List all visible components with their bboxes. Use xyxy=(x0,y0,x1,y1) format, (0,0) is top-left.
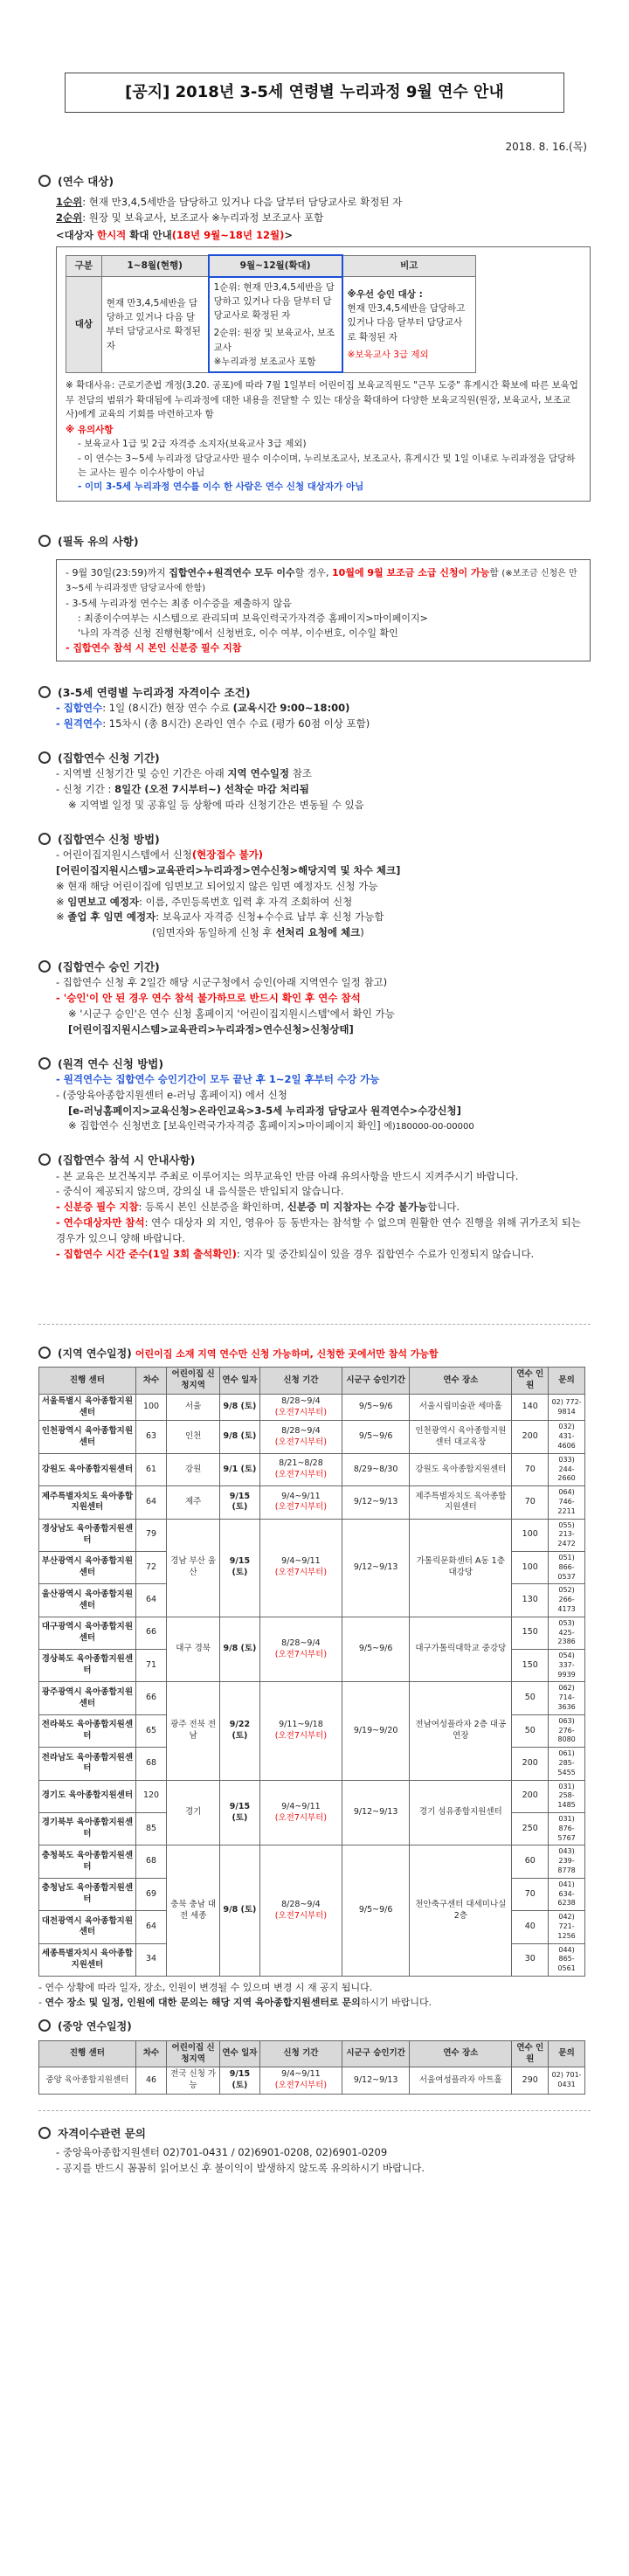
circle-bullet-icon xyxy=(38,833,51,845)
apply-period-cell xyxy=(259,1780,342,1845)
apply-period-cell xyxy=(259,1421,342,1453)
venue: 천안축구센터 대세미나실 2층 xyxy=(410,1845,512,1977)
circle-bullet-icon xyxy=(38,686,51,698)
contact-phone: 041) 634-6238 xyxy=(549,1878,585,1910)
session-number: 85 xyxy=(135,1813,167,1845)
center-name: 부산광역시 육아종합지원센터 xyxy=(39,1551,136,1583)
section-central-schedule: (중앙 연수일정) 진행 센터 차수 어린이집 신청지역 연수 일자 신청 기간 시군구 승인기간 연수 장소 연수 인원 문의 중앙 육아종합지원센터 46 전국 신청 가능 9/15 (토) 9/4~9/11 (오전7시부터) 9/12~9/13 서울여성플라자 아트홀 290 02) 701-0431 xyxy=(38,2019,591,2095)
approval-period: 8/29~8/30 xyxy=(342,1453,409,1485)
center-name: 경기북부 육아종합지원센터 xyxy=(39,1813,136,1845)
apply-note: (오전7시부터) xyxy=(274,1568,328,1578)
capacity: 200 xyxy=(512,1748,549,1780)
session-number: 66 xyxy=(135,1682,167,1714)
capacity: 70 xyxy=(512,1486,549,1519)
section-target xyxy=(38,173,591,502)
session-number: 64 xyxy=(135,1486,167,1519)
date-cell: 9/15 (토) xyxy=(219,2067,259,2095)
table-row xyxy=(39,1519,585,1551)
priority-1: 1순위: 현재 만3,4,5세반을 담당하고 있거나 다음 달부터 담당교사로 확정된 자 xyxy=(56,195,403,208)
circle-bullet-icon xyxy=(38,1347,51,1359)
contact-phone: 033) 244-2660 xyxy=(549,1453,585,1485)
contact-phone: 055) 213-2472 xyxy=(549,1519,585,1551)
region-cell: 서울 xyxy=(167,1394,220,1421)
apply-note: (오전7시부터) xyxy=(274,1731,328,1742)
capacity: 150 xyxy=(512,1617,549,1649)
apply-period: 9/4~9/11 xyxy=(281,2069,321,2080)
capacity: 50 xyxy=(512,1682,549,1714)
session-number: 68 xyxy=(135,1748,167,1780)
center-name: 제주특별자치도 육아종합지원센터 xyxy=(39,1486,136,1519)
date-cell: 9/8 (토) xyxy=(219,1421,259,1453)
table-row xyxy=(39,1486,585,1519)
table-row xyxy=(39,2067,585,2095)
session-number: 64 xyxy=(135,1911,167,1943)
capacity: 290 xyxy=(512,2067,549,2095)
circle-bullet-icon xyxy=(38,751,51,764)
session-number: 100 xyxy=(135,1394,167,1421)
apply-period: 9/4~9/11 xyxy=(281,1801,321,1811)
session-number: 66 xyxy=(135,1617,167,1649)
session-number: 61 xyxy=(135,1453,167,1485)
apply-period: 9/4~9/11 xyxy=(281,1491,321,1501)
regional-schedule-table xyxy=(38,1367,585,1977)
contact-phone: 051) 866-0537 xyxy=(549,1551,585,1583)
contact-phone: 054) 337-9939 xyxy=(549,1650,585,1682)
apply-period-cell xyxy=(259,1682,342,1780)
apply-period-cell xyxy=(259,1617,342,1682)
circle-bullet-icon xyxy=(38,535,51,547)
page-title: [공지] 2018년 3-5세 연령별 누리과정 9월 연수 안내 xyxy=(65,73,564,113)
column-header: 문의 xyxy=(549,2040,585,2067)
approval-period: 9/5~9/6 xyxy=(342,1394,409,1421)
column-header: 연수 일자 xyxy=(219,2040,259,2067)
apply-note: (오전7시부터) xyxy=(274,1812,328,1823)
contact-phone: 043) 239-8778 xyxy=(549,1845,585,1878)
center-name: 경상남도 육아종합지원센터 xyxy=(39,1519,136,1551)
circle-bullet-icon xyxy=(38,1153,51,1166)
apply-period: 8/28~9/4 xyxy=(281,1395,321,1406)
center-name: 대전광역시 육아종합지원센터 xyxy=(39,1911,136,1943)
section-online: (원격 연수 신청 방법) - 원격연수는 집합연수 승인기간이 모두 끝난 후 1~2일 후부터 수강 가능 - (중앙육아종합지원센터 e-러닝 홈페이지) 에서 신청 [e-러닝홈페이지>교육신청>온라인교육>3-5세 누리과정 담당교사 원격연수>수강신청] ※ 집합연수 신청번호 [보육인력국가자격증 홈페이지>마이페이지 확인] 예)180000-00-00000 xyxy=(38,1056,591,1135)
column-header: 어린이집 신청지역 xyxy=(167,2040,220,2067)
capacity: 130 xyxy=(512,1584,549,1617)
apply-period-cell xyxy=(259,1845,342,1977)
apply-period-cell xyxy=(259,1394,342,1421)
column-header: 연수 인원 xyxy=(512,1368,549,1395)
contact-phone: 042) 721-1256 xyxy=(549,1911,585,1943)
venue: 제주특별자치도 육아종합지원센터 xyxy=(410,1486,512,1519)
session-number: 64 xyxy=(135,1584,167,1617)
session-number: 79 xyxy=(135,1519,167,1551)
region-cell: 강원 xyxy=(167,1453,220,1485)
expand-reason: ※ 확대사유: 근로기준법 개정(3.20. 공포)에 따라 7월 1일부터 어린이집 보육교직원도 "근무 도중" 휴게시간 확보에 따른 보육업무 전담의 범위가 확대됨에 누리과정에 대한 내용을 전달할 수 있는 대상을 확대하여 다양한 보육교직원(원장, 보육교사, 보조교사)에게 교육의 기회를 마련하고자 함 xyxy=(66,380,578,419)
apply-note: (오전7시부터) xyxy=(274,1437,328,1447)
venue: 가톨릭문화센터 A동 1층 대강당 xyxy=(410,1519,512,1617)
session-number: 120 xyxy=(135,1780,167,1812)
apply-period-cell xyxy=(259,1519,342,1617)
apply-period-cell xyxy=(259,1486,342,1519)
column-header: 진행 센터 xyxy=(39,2040,136,2067)
section-conditions: (3-5세 연령별 누리과정 자격이수 조건) - 집합연수: 1일 (8시간) 현장 연수 수료 (교육시간 9:00~18:00) - 원격연수: 15차시 (총 8시간) 온라인 연수 수료 (평가 60점 이상 포함) xyxy=(38,684,591,732)
approval-period: 9/5~9/6 xyxy=(342,1617,409,1682)
contact-phone: 02) 701-0431 xyxy=(549,2067,585,2095)
column-header: 연수 인원 xyxy=(512,2040,549,2067)
venue: 서울시립미술관 세마홀 xyxy=(410,1394,512,1421)
capacity: 70 xyxy=(512,1453,549,1485)
column-header: 연수 장소 xyxy=(410,2040,512,2067)
session-number: 71 xyxy=(135,1650,167,1682)
apply-period: 8/28~9/4 xyxy=(281,1899,321,1909)
venue: 강원도 육아종합지원센터 xyxy=(410,1453,512,1485)
target-table: 구분 1~8월(현행) 9월~12월(확대) 비고 대상 현재 만3,4,5세반을 담당하고 있거나 다음 달부터 담당교사로 확정된 자 1순위: 현재 만3,4,5세반을 담당하고 있거나 다음 달부터 담당교사로 확정된 자 2순위: 원장 및 보육교사, 보조교사 ※누리과정 보조교사 포함 ※우선 승인 대상 : 현재 만3,4,5세반을 담당하고 있거나 다음 달부터 담당교사로 확정된 자 ※보육교사 3급 제외 xyxy=(66,254,476,373)
column-header: 문의 xyxy=(549,1368,585,1395)
region-cell: 광주 전북 전남 xyxy=(167,1682,220,1780)
apply-period: 9/4~9/11 xyxy=(281,1556,321,1567)
apply-note: (오전7시부터) xyxy=(274,1910,328,1921)
contact-phone: 062) 714-3636 xyxy=(549,1682,585,1714)
apply-period: 8/28~9/4 xyxy=(281,1425,321,1436)
session-number: 46 xyxy=(135,2067,167,2095)
priority-2: 2순위: 원장 및 보육교사, 보조교사 ※누리과정 보조교사 포함 xyxy=(56,211,324,224)
date-cell: 9/15 (토) xyxy=(219,1486,259,1519)
circle-bullet-icon xyxy=(38,175,51,187)
venue: 전남여성플라자 2층 대공연장 xyxy=(410,1682,512,1780)
column-header: 차수 xyxy=(135,2040,167,2067)
capacity: 50 xyxy=(512,1714,549,1747)
circle-bullet-icon xyxy=(38,2019,51,2032)
approval-period: 9/5~9/6 xyxy=(342,1845,409,1977)
approval-period: 9/12~9/13 xyxy=(342,1486,409,1519)
approval-period: 9/12~9/13 xyxy=(342,1519,409,1617)
session-number: 72 xyxy=(135,1551,167,1583)
column-header: 연수 일자 xyxy=(219,1368,259,1395)
circle-bullet-icon xyxy=(38,2127,51,2139)
section-attendance: (집합연수 참석 시 안내사항) - 본 교육은 보건복지부 주최로 이루어지는 의무교육인 만큼 아래 유의사항을 반드시 지켜주시기 바랍니다. - 중식이 제공되지 않으며, 강의실 내 음식물은 반입되지 않습니다. - 신분증 필수 지참: 등록시 본인 신분증을 확인하며, 신분증 미 지참자는 수강 불가능합니다. - 연수대상자만 참석: 연수 대상자 외 지인, 영유아 등 동반자는 참석할 수 없으며 원활한 연수 진행을 위해 귀가조치 되는 경우가 있으니 양해 바랍니다. - 집합연수 시간 준수(1일 3회 출석확인): 지각 및 중간퇴실이 있을 경우 집합연수 수료가 인정되지 않습니다. xyxy=(38,1152,591,1262)
region-cell: 전국 신청 가능 xyxy=(167,2067,220,2095)
column-header: 진행 센터 xyxy=(39,1368,136,1395)
capacity: 200 xyxy=(512,1780,549,1812)
apply-note: (오전7시부터) xyxy=(274,1407,328,1417)
session-number: 68 xyxy=(135,1845,167,1878)
center-name: 전라남도 육아종합지원센터 xyxy=(39,1748,136,1780)
contact-phone: 031) 876-5767 xyxy=(549,1813,585,1845)
center-name: 서울특별시 육아종합지원센터 xyxy=(39,1394,136,1421)
region-cell: 경기 xyxy=(167,1780,220,1845)
table-row xyxy=(39,1682,585,1714)
column-header: 연수 장소 xyxy=(410,1368,512,1395)
table-row xyxy=(39,1845,585,1878)
region-cell: 인천 xyxy=(167,1421,220,1453)
center-name: 강원도 육아종합지원센터 xyxy=(39,1453,136,1485)
date-cell: 9/1 (토) xyxy=(219,1453,259,1485)
approval-period: 9/12~9/13 xyxy=(342,2067,409,2095)
session-number: 69 xyxy=(135,1878,167,1910)
circle-bullet-icon xyxy=(38,1057,51,1070)
contact-phone: 031) 258-1485 xyxy=(549,1780,585,1812)
table-row xyxy=(39,1780,585,1812)
notice-date: 2018. 8. 16.(목) xyxy=(505,141,587,153)
table-row xyxy=(39,1617,585,1649)
date-cell: 9/8 (토) xyxy=(219,1845,259,1977)
contact-phone: 032) 431-4606 xyxy=(549,1421,585,1453)
capacity: 100 xyxy=(512,1519,549,1551)
apply-period-cell xyxy=(259,2067,342,2095)
section-approval: (집합연수 승인 기간) - 집합연수 신청 후 2일간 해당 시군구청에서 승인(아래 지역연수 일정 참고) - '승인'이 안 된 경우 연수 참석 불가하므로 반드시 확인 후 연수 참석 ※ '시군구 승인'은 연수 신청 홈페이지 '어린이집지원시스템'에서 확인 가능 [어린이집지원시스템>교육관리>누리과정>연수신청>신청상태] xyxy=(38,959,591,1038)
center-name: 충청북도 육아종합지원센터 xyxy=(39,1845,136,1878)
contact-phone: 064) 746-2211 xyxy=(549,1486,585,1519)
region-cell: 충북 충남 대전 세종 xyxy=(167,1845,220,1977)
table-row xyxy=(39,1394,585,1421)
center-name: 대구광역시 육아종합지원센터 xyxy=(39,1617,136,1649)
section-contact: 자격이수관련 문의 - 중앙육아종합지원센터 02)701-0431 / 02)6901-0208, 02)6901-0209 - 공지를 반드시 꼼꼼히 읽어보신 후 불이익이 발생하지 않도록 유의하시기 바랍니다. xyxy=(38,2125,591,2177)
capacity: 60 xyxy=(512,1845,549,1878)
region-cell: 대구 경북 xyxy=(167,1617,220,1682)
capacity: 200 xyxy=(512,1421,549,1453)
apply-note: (오전7시부터) xyxy=(274,1469,328,1479)
approval-period: 9/19~9/20 xyxy=(342,1682,409,1780)
caution-heading: ※ 유의사항 xyxy=(66,425,114,436)
capacity: 150 xyxy=(512,1650,549,1682)
contact-phone: 063) 276-8080 xyxy=(549,1714,585,1747)
venue: 서울여성플라자 아트홀 xyxy=(410,2067,512,2095)
center-name: 경기도 육아종합지원센터 xyxy=(39,1780,136,1812)
center-name: 세종특별자치시 육아종합지원센터 xyxy=(39,1943,136,1976)
approval-period: 9/12~9/13 xyxy=(342,1780,409,1845)
column-header: 신청 기간 xyxy=(259,1368,342,1395)
expand-notice: <대상자 한시적 확대 안내(18년 9월~18년 12월)> xyxy=(56,228,293,241)
capacity: 140 xyxy=(512,1394,549,1421)
region-cell: 경남 부산 울산 xyxy=(167,1519,220,1617)
center-name: 전라북도 육아종합지원센터 xyxy=(39,1714,136,1747)
divider xyxy=(38,1324,591,1325)
table-header-row xyxy=(39,2040,585,2067)
table-row xyxy=(39,1453,585,1485)
date-cell: 9/15 (토) xyxy=(219,1780,259,1845)
center-name: 중앙 육아종합지원센터 xyxy=(39,2067,136,2095)
table-row xyxy=(39,1421,585,1453)
venue: 대구가톨릭대학교 중강당 xyxy=(410,1617,512,1682)
session-number: 63 xyxy=(135,1421,167,1453)
column-header: 시군구 승인기간 xyxy=(342,1368,409,1395)
capacity: 40 xyxy=(512,1911,549,1943)
capacity: 250 xyxy=(512,1813,549,1845)
target-box: 구분 1~8월(현행) 9월~12월(확대) 비고 대상 현재 만3,4,5세반을 담당하고 있거나 다음 달부터 담당교사로 확정된 자 1순위: 현재 만3,4,5세반을 담당하고 있거나 다음 달부터 담당교사로 확정된 자 2순위: 원장 및 보육교사, 보조교사 ※누리과정 보조교사 포함 ※우선 승인 대상 : 현재 만3,4,5세반을 담당하고 있거나 다음 달부터 담당교사로 확정된 자 ※보육교사 3급 제외 ※ 확대사유: 근로기준법 개정(3.20. 공포)에 따라 7월 1일부터 어린이집 보육교직원도 "근무 도중" 휴게시간 확보에 따른 보육업무 전담의 범위가 확대됨에 누리과정에 대한 내용을 전달할 수 있는 대상을 확대하여 다양한 보육교직원(원장, 보육교사, 보조교사)에게 교육의 기회를 마련하고자 함 ※ 유의사항 - 보육교사 1급 및 2급 자격증 소지자(보육교사 3급 제외) - 이 연수는 3~5세 누리과정 담당교사만 필수 이수이며, 누리보조교사, 보조교사, 휴게시간 및 1일 이내로 누리과정을 담당하는 교사는 필수 이수사항이 아님 - 이미 3-5세 누리과정 연수를 이수 한 사람은 연수 신청 대상자가 아님 xyxy=(56,246,591,502)
apply-period: 8/21~8/28 xyxy=(279,1458,323,1469)
center-name: 충청남도 육아종합지원센터 xyxy=(39,1878,136,1910)
contact-phone: 02) 772-9814 xyxy=(549,1394,585,1421)
column-header: 차수 xyxy=(135,1368,167,1395)
contact-phone: 052) 266-4173 xyxy=(549,1584,585,1617)
date-cell: 9/8 (토) xyxy=(219,1617,259,1682)
must-read-box: - 9월 30일(23:59)까지 집합연수+원격연수 모두 이수할 경우, 10월에 9월 보조금 소급 신청이 가능함 (※보조금 신청은 만3~5세 누리과정반 담당교사에 한함) - 3-5세 누리과정 연수는 최종 이수증을 제출하지 않음 : 최종이수여부는 시스템으로 관리되며 보육인력국가자격증 홈페이지>마이페이지> '나의 자격증 신청 진행현황'에서 신청번호, 이수 여부, 이수번호, 이수일 확인 - 집합연수 참석 시 본인 신분증 필수 지참 xyxy=(56,559,591,661)
venue: 경기 섬유종합지원센터 xyxy=(410,1780,512,1845)
apply-note: (오전7시부터) xyxy=(274,1502,328,1513)
contact-phone: 053) 425-2386 xyxy=(549,1617,585,1649)
contact-phone: 061) 285-5455 xyxy=(549,1748,585,1780)
section-apply-method: (집합연수 신청 방법) - 어린이집지원시스템에서 신청(현장접수 불가) [어린이집지원시스템>교육관리>누리과정>연수신청>해당지역 및 차수 체크] ※ 현재 해당 어린이집에 임면보고 되어있지 않은 임면 예정자도 신청 가능 ※ 임면보고 예정자: 이름, 주민등록번호 입력 후 자격 조회하여 신청 ※ 졸업 후 임면 예정자: 보육교사 자격증 신청+수수료 납부 후 신청 가능함 (임면자와 동일하게 신청 후 선처리 요청에 체크) xyxy=(38,831,591,941)
date-cell: 9/15 (토) xyxy=(219,1519,259,1617)
apply-period: 8/28~9/4 xyxy=(281,1638,321,1648)
venue: 인천광역시 육아종합지원센터 대교육장 xyxy=(410,1421,512,1453)
capacity: 70 xyxy=(512,1878,549,1910)
date-cell: 9/8 (토) xyxy=(219,1394,259,1421)
center-name: 울산광역시 육아종합지원센터 xyxy=(39,1584,136,1617)
center-name: 광주광역시 육아종합지원센터 xyxy=(39,1682,136,1714)
section-regional-schedule: (지역 연수일정) 어린이집 소재 지역 연수만 신청 가능하며, 신청한 곳에서만 참석 가능함 진행 센터 차수 어린이집 신청지역 연수 일자 신청 기간 시군구 승인기간 연수 장소 연수 인원 문의 서울특별시 육아종합지원센터 100 서울 9/8 (토) 8/28~9/4 (오전7시부터) 9/5~9/6 서울시립미술관 세마홀 140 02) 772-9814 인천광역시 육아종합지원센터 63 인천 9/8 (토) 8/28~9/4 (오전7시부터) 9/5~9/6 인천광역시 육아종합지원센터 대교육장 200 032) 431-4606 강원도 육아종합지원센터 61 강원 9/1 (토) 8/21~8/28 (오전7시부터) 8/29~8/30 강원도 육아종합지원센터 70 033) 244-2660 제주특별자치도 육아종합지원센터 64 제주 9/15 (토) 9/4~9/11 (오전7시부터) 9/12~9/13 제주특별자치도 육아종합지원센터 70 064) 746-2211 경상남도 육아종합지원센터 79 경남 부산 울산 9/15 (토) 9/4~9/11 (오전7시부터) 9/12~9/13 가톨릭문화센터 A동 1층 대강당 100 055) 213-2472 부산광역시 육아종합지원센터 72 100 051) 866-0537 울산광역시 육아종합지원센터 64 130 052) 266-4173 대구광역시 육아종합지원센터 66 대구 경북 9/8 (토) 8/28~9/4 (오전7시부터) 9/5~9/6 대구가톨릭대학교 중강당 150 053) 425-2386 경상북도 육아종합지원센터 71 150 054) 337-9939 광주광역시 육아종합지원센터 66 광주 전북 전남 9/22 (토) 9/11~9/18 (오전7시부터) 9/19~9/20 전남여성플라자 2층 대공연장 50 062) 714-3636 전라북도 육아종합지원센터 65 50 063) 276-8080 전라남도 육아종합지원센터 68 200 061) 285-5455 경기도 육아종합지원센터 120 경기 9/15 (토) 9/4~9/11 (오전7시부터) 9/12~9/13 경기 섬유종합지원센터 200 031) 258-1485 경기북부 육아종합지원센터 85 250 031) 876-5767 충청북도 육아종합지원센터 68 충북 충남 대전 세종 9/8 (토) 8/28~9/4 (오전7시부터) 9/5~9/6 천안축구센터 대세미나실 2층 60 043) 239-8778 충청남도 육아종합지원센터 69 70 041) 634-6238 대전광역시 육아종합지원센터 64 40 042) 721-1256 세종특별자치시 육아종합지원센터 34 30 044) 865-0561 - 연수 상황에 따라 일자, 장소, 인원이 변경될 수 있으며 변경 시 재 공지 됩니다. - 연수 장소 및 일정, 인원에 대한 문의는 해당 지역 육아종합지원센터로 문의하시기 바랍니다. xyxy=(38,1346,591,2011)
apply-period-cell xyxy=(259,1453,342,1485)
region-cell: 제주 xyxy=(167,1486,220,1519)
circle-bullet-icon xyxy=(38,960,51,973)
approval-period: 9/5~9/6 xyxy=(342,1421,409,1453)
apply-note: (오전7시부터) xyxy=(274,2081,328,2091)
central-schedule-table xyxy=(38,2040,585,2095)
section-heading: (연수 대상) xyxy=(38,173,591,190)
section-apply-period: (집합연수 신청 기간) - 지역별 신청기간 및 승인 기간은 아래 지역 연수일정 참조 - 신청 기간 : 8일간 (오전 7시부터~) 선착순 마감 처리됨 ※ 지역별 일정 및 공휴일 등 상황에 따라 신청기간은 변동될 수 있음 xyxy=(38,750,591,814)
center-name: 경상북도 육아종합지원센터 xyxy=(39,1650,136,1682)
apply-period: 9/11~9/18 xyxy=(279,1720,323,1730)
table-header-row xyxy=(39,1368,585,1395)
capacity: 100 xyxy=(512,1551,549,1583)
apply-note: (오전7시부터) xyxy=(274,1649,328,1659)
capacity: 30 xyxy=(512,1943,549,1976)
divider xyxy=(38,2110,591,2111)
column-header: 어린이집 신청지역 xyxy=(167,1368,220,1395)
contact-phone: 044) 865-0561 xyxy=(549,1943,585,1976)
session-number: 34 xyxy=(135,1943,167,1976)
column-header: 시군구 승인기간 xyxy=(342,2040,409,2067)
session-number: 65 xyxy=(135,1714,167,1747)
center-name: 인천광역시 육아종합지원센터 xyxy=(39,1421,136,1453)
section-must-read: (필독 유의 사항) - 9월 30일(23:59)까지 집합연수+원격연수 모두 이수할 경우, 10월에 9월 보조금 소급 신청이 가능함 (※보조금 신청은 만3~5세 누리과정반 담당교사에 한함) - 3-5세 누리과정 연수는 최종 이수증을 제출하지 않음 : 최종이수여부는 시스템으로 관리되며 보육인력국가자격증 홈페이지>마이페이지> '나의 자격증 신청 진행현황'에서 신청번호, 이수 여부, 이수번호, 이수일 확인 - 집합연수 참석 시 본인 신분증 필수 지참 xyxy=(38,533,591,661)
date-cell: 9/22 (토) xyxy=(219,1682,259,1780)
column-header: 신청 기간 xyxy=(259,2040,342,2067)
